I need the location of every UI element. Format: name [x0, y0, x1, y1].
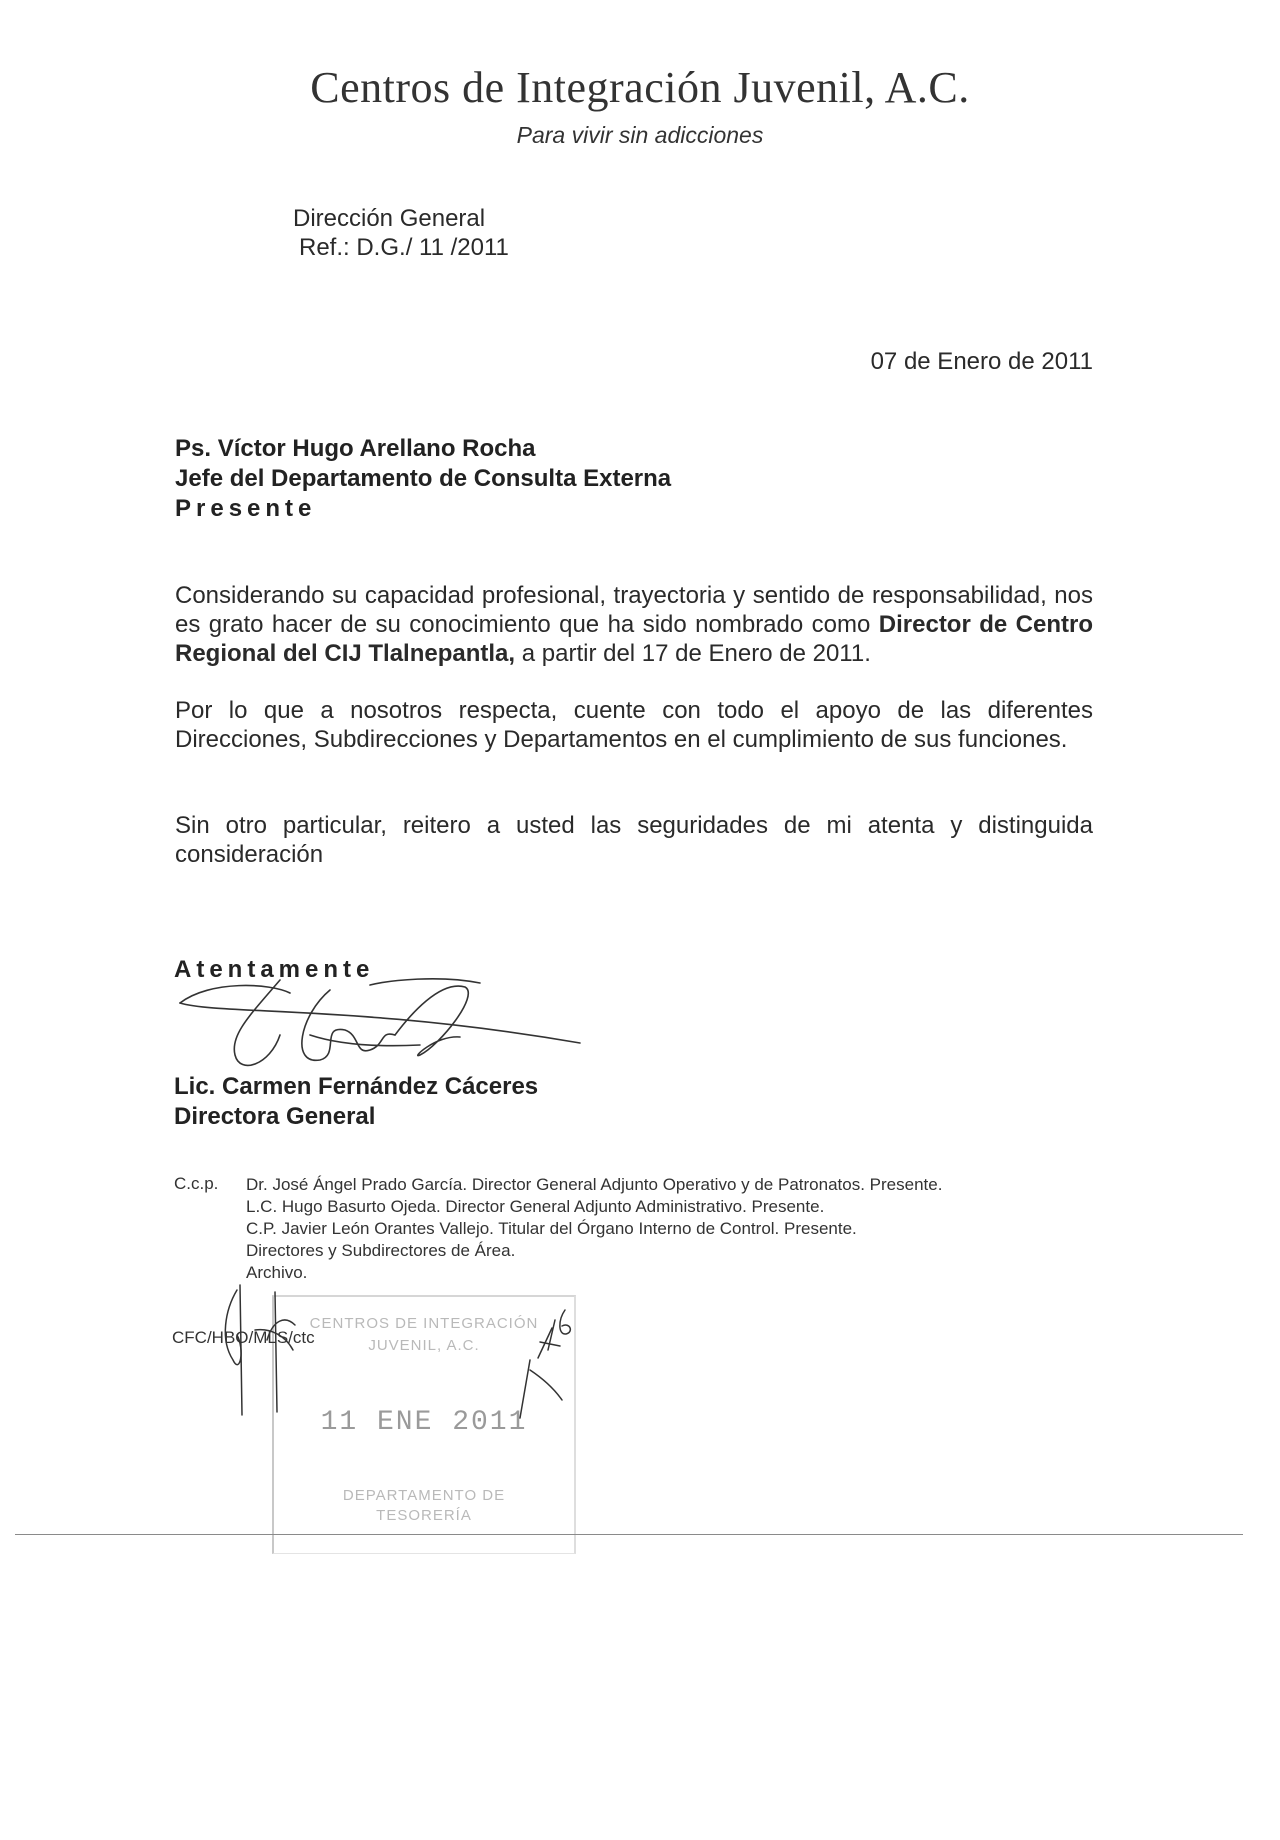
stamp-line-1: CENTROS DE INTEGRACIÓN	[309, 1315, 539, 1332]
ccp-item: Directores y Subdirectores de Área.	[246, 1241, 516, 1260]
stamp-line-4: TESORERÍA	[376, 1507, 472, 1524]
signer-name: Lic. Carmen Fernández Cáceres	[174, 1073, 539, 1100]
recipient-presente: Presente	[175, 495, 317, 522]
letter-date: 07 de Enero de 2011	[870, 348, 1093, 375]
body-paragraph-3: Sin otro particular, reitero a usted las seguridades de mi atenta y distinguida consideración	[175, 812, 1093, 868]
ccp-item: C.P. Javier León Orantes Vallejo. Titular del Órgano Interno de Control. Presente.	[246, 1219, 857, 1238]
ccp-label: C.c.p.	[174, 1174, 219, 1193]
stamp-date: 11 ENE 2011	[320, 1407, 528, 1438]
ccp-list	[246, 1174, 942, 1284]
bottom-rule	[15, 1534, 1243, 1535]
letterhead-org-name: Centros de Integración Juvenil, A.C.	[310, 63, 970, 112]
letterhead-tagline: Para vivir sin adicciones	[516, 122, 764, 148]
recipient-name: Ps. Víctor Hugo Arellano Rocha	[175, 435, 536, 462]
body-p1-end: a partir del 17 de Enero de 2011.	[515, 640, 871, 667]
stamp-line-2: JUVENIL, A.C.	[368, 1337, 480, 1354]
reference-number: Ref.: D.G./ 11 /2011	[299, 234, 509, 261]
signature-scribble	[180, 975, 600, 1085]
reference-initials: CFC/HBO/MLS/ctc	[172, 1328, 315, 1347]
body-p1-bold: Director de Centro Regional del CIJ Tlalnepantla,	[175, 611, 1094, 667]
body-paragraph-1	[175, 581, 1093, 668]
handwritten-note	[510, 1300, 580, 1420]
ccp-item: Dr. José Ángel Prado García. Director General Adjunto Operativo y de Patronatos. Presente.	[246, 1175, 943, 1194]
initials-scribble	[215, 1280, 305, 1420]
signer-title: Directora General	[174, 1103, 376, 1130]
recipient-block	[175, 434, 671, 524]
body-paragraph-2: Por lo que a nosotros respecta, cuente con todo el apoyo de las diferentes Direcciones, Subdirecciones y Departamentos en el cumplimiento de sus funciones.	[175, 697, 1093, 753]
signer-block	[174, 1072, 538, 1132]
closing-atentamente: Atentamente	[174, 956, 375, 983]
stamp-line-3: DEPARTAMENTO DE	[342, 1487, 506, 1504]
ccp-item: Archivo.	[246, 1263, 308, 1282]
department-label: Dirección General	[293, 205, 486, 232]
ccp-item: L.C. Hugo Basurto Ojeda. Director General Adjunto Administrativo. Presente.	[246, 1197, 825, 1216]
recipient-title: Jefe del Departamento de Consulta Externa	[175, 465, 672, 492]
body-p1-start: Considerando su capacidad profesional, trayectoria y sentido de responsabilidad, nos es grato hacer de su conocimiento que ha sido nombrado como	[175, 582, 1093, 638]
